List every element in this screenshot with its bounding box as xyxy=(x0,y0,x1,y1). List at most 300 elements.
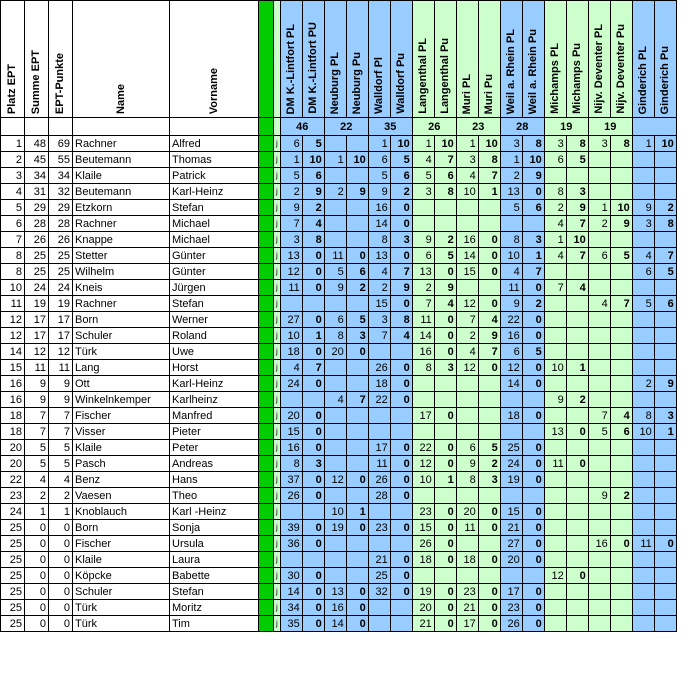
cell-points[interactable] xyxy=(654,328,676,344)
cell-points[interactable]: 8 xyxy=(302,232,324,248)
cell-placement[interactable]: 12 xyxy=(544,568,566,584)
cell-placement[interactable]: 4 xyxy=(456,168,478,184)
cell-points[interactable]: 0 xyxy=(522,280,544,296)
cell-vorname[interactable]: Moritz xyxy=(170,600,259,616)
cell-points[interactable]: 6 xyxy=(390,168,412,184)
cell-placement[interactable]: 21 xyxy=(500,520,522,536)
cell-placement[interactable] xyxy=(544,520,566,536)
cell-points[interactable]: 0 xyxy=(522,376,544,392)
cell-placement[interactable]: 1 xyxy=(324,152,346,168)
cell-placement[interactable]: 14 xyxy=(456,248,478,264)
cell-placement[interactable] xyxy=(456,488,478,504)
cell-points[interactable] xyxy=(478,392,500,408)
cell-points[interactable] xyxy=(346,216,368,232)
cell-summe[interactable]: 48 xyxy=(25,136,49,152)
cell-platz[interactable]: 12 xyxy=(1,328,25,344)
cell-points[interactable]: 0 xyxy=(522,536,544,552)
cell-placement[interactable] xyxy=(588,568,610,584)
cell-points[interactable] xyxy=(654,232,676,248)
cell-placement[interactable]: 17 xyxy=(412,408,434,424)
cell-points[interactable] xyxy=(654,472,676,488)
cell-points[interactable]: 0 xyxy=(522,584,544,600)
cell-points[interactable] xyxy=(610,344,632,360)
cell-placement[interactable] xyxy=(324,408,346,424)
cell-points[interactable] xyxy=(390,504,412,520)
cell-points[interactable]: 0 xyxy=(302,440,324,456)
cell-points[interactable]: 0 xyxy=(346,248,368,264)
cell-placement[interactable]: 3 xyxy=(500,136,522,152)
cell-points[interactable]: 4 xyxy=(478,312,500,328)
cell-placement[interactable]: 20 xyxy=(456,504,478,520)
cell-points[interactable]: 0 xyxy=(478,232,500,248)
cell-placement[interactable]: 8 xyxy=(280,456,302,472)
cell-points[interactable] xyxy=(522,568,544,584)
cell-placement[interactable]: 16 xyxy=(280,440,302,456)
cell-placement[interactable]: 21 xyxy=(456,600,478,616)
cell-points[interactable] xyxy=(346,200,368,216)
cell-points[interactable]: 0 xyxy=(434,264,456,280)
cell-points[interactable]: 4 xyxy=(302,216,324,232)
cell-points[interactable] xyxy=(654,616,676,632)
cell-summe[interactable]: 0 xyxy=(25,568,49,584)
cell-points[interactable] xyxy=(478,216,500,232)
cell-points[interactable]: 3 xyxy=(302,456,324,472)
cell-placement[interactable] xyxy=(632,616,654,632)
cell-placement[interactable] xyxy=(588,440,610,456)
cell-points[interactable] xyxy=(566,376,588,392)
cell-placement[interactable]: 1 xyxy=(412,136,434,152)
cell-points[interactable]: 0 xyxy=(302,520,324,536)
cell-points[interactable]: 8 xyxy=(566,136,588,152)
cell-points[interactable]: 0 xyxy=(478,584,500,600)
cell-placement[interactable] xyxy=(324,568,346,584)
cell-placement[interactable]: 26 xyxy=(280,488,302,504)
col-header-event-2-pu[interactable]: Walldorf Pu xyxy=(390,1,412,118)
cell-platz[interactable]: 7 xyxy=(1,232,25,248)
cell-placement[interactable]: 10 xyxy=(280,328,302,344)
cell-points[interactable] xyxy=(566,344,588,360)
cell-points[interactable] xyxy=(346,536,368,552)
cell-placement[interactable]: 5 xyxy=(368,168,390,184)
cell-points[interactable] xyxy=(610,376,632,392)
cell-placement[interactable] xyxy=(588,328,610,344)
cell-points[interactable] xyxy=(566,408,588,424)
cell-placement[interactable] xyxy=(588,232,610,248)
cell-points[interactable]: 6 xyxy=(610,424,632,440)
cell-name[interactable]: Kneis xyxy=(73,280,170,296)
col-header-event-7-pu[interactable]: Nijv. Deventer Pu xyxy=(610,1,632,118)
cell-points[interactable]: 0 xyxy=(522,552,544,568)
cell-punkte[interactable]: 11 xyxy=(49,360,73,376)
cell-points[interactable]: 8 xyxy=(478,152,500,168)
cell-placement[interactable]: 12 xyxy=(280,264,302,280)
cell-points[interactable]: 7 xyxy=(610,296,632,312)
cell-points[interactable]: 0 xyxy=(434,600,456,616)
cell-platz[interactable]: 16 xyxy=(1,392,25,408)
cell-placement[interactable] xyxy=(588,184,610,200)
cell-punkte[interactable]: 1 xyxy=(49,504,73,520)
cell-placement[interactable] xyxy=(588,520,610,536)
cell-points[interactable]: 0 xyxy=(522,328,544,344)
col-header-event-3-pl[interactable]: Langenthal PL xyxy=(412,1,434,118)
cell-placement[interactable]: 2 xyxy=(280,184,302,200)
col-header-event-2-pl[interactable]: Walldorf Pl xyxy=(368,1,390,118)
cell-placement[interactable]: 25 xyxy=(500,440,522,456)
cell-points[interactable]: 0 xyxy=(566,568,588,584)
cell-name[interactable]: Fischer xyxy=(73,536,170,552)
cell-placement[interactable]: 7 xyxy=(544,280,566,296)
cell-vorname[interactable]: Stefan xyxy=(170,584,259,600)
cell-points[interactable] xyxy=(522,424,544,440)
cell-punkte[interactable]: 25 xyxy=(49,264,73,280)
cell-placement[interactable]: 4 xyxy=(324,392,346,408)
cell-points[interactable] xyxy=(302,392,324,408)
cell-placement[interactable]: 18 xyxy=(500,408,522,424)
cell-points[interactable] xyxy=(610,584,632,600)
cell-placement[interactable] xyxy=(412,488,434,504)
cell-points[interactable] xyxy=(610,520,632,536)
cell-points[interactable]: 10 xyxy=(434,136,456,152)
cell-platz[interactable]: 25 xyxy=(1,536,25,552)
cell-platz[interactable]: 6 xyxy=(1,216,25,232)
cell-points[interactable]: 0 xyxy=(522,440,544,456)
cell-punkte[interactable]: 19 xyxy=(49,296,73,312)
cell-placement[interactable]: 4 xyxy=(412,152,434,168)
cell-points[interactable] xyxy=(478,408,500,424)
cell-punkte[interactable]: 0 xyxy=(49,536,73,552)
cell-placement[interactable]: 13 xyxy=(412,264,434,280)
cell-summe[interactable]: 0 xyxy=(25,552,49,568)
cell-points[interactable] xyxy=(610,152,632,168)
cell-points[interactable]: 7 xyxy=(346,392,368,408)
cell-placement[interactable]: 1 xyxy=(456,136,478,152)
cell-placement[interactable]: 1 xyxy=(588,200,610,216)
cell-placement[interactable] xyxy=(632,168,654,184)
cell-points[interactable]: 0 xyxy=(390,360,412,376)
cell-placement[interactable] xyxy=(588,456,610,472)
cell-punkte[interactable]: 7 xyxy=(49,424,73,440)
cell-placement[interactable]: 27 xyxy=(500,536,522,552)
cell-placement[interactable]: 7 xyxy=(456,312,478,328)
cell-points[interactable] xyxy=(478,488,500,504)
cell-placement[interactable] xyxy=(588,616,610,632)
cell-placement[interactable] xyxy=(588,600,610,616)
cell-punkte[interactable]: 25 xyxy=(49,248,73,264)
col-header-event-1-pu[interactable]: Neuburg Pu xyxy=(346,1,368,118)
cell-placement[interactable]: 37 xyxy=(280,472,302,488)
cell-placement[interactable]: 22 xyxy=(412,440,434,456)
cell-points[interactable] xyxy=(478,200,500,216)
cell-points[interactable]: 0 xyxy=(434,536,456,552)
cell-points[interactable]: 0 xyxy=(302,488,324,504)
cell-points[interactable] xyxy=(654,392,676,408)
cell-points[interactable] xyxy=(610,600,632,616)
cell-points[interactable]: 0 xyxy=(478,504,500,520)
cell-points[interactable]: 0 xyxy=(610,536,632,552)
cell-vorname[interactable]: Thomas xyxy=(170,152,259,168)
cell-platz[interactable]: 15 xyxy=(1,360,25,376)
cell-placement[interactable] xyxy=(588,360,610,376)
cell-placement[interactable]: 27 xyxy=(280,312,302,328)
cell-placement[interactable]: 11 xyxy=(544,456,566,472)
cell-placement[interactable]: 1 xyxy=(632,136,654,152)
cell-placement[interactable] xyxy=(632,344,654,360)
cell-punkte[interactable]: 29 xyxy=(49,200,73,216)
cell-vorname[interactable]: Karl -Heinz xyxy=(170,504,259,520)
cell-placement[interactable]: 24 xyxy=(280,376,302,392)
cell-points[interactable]: 7 xyxy=(390,264,412,280)
cell-placement[interactable]: 16 xyxy=(588,536,610,552)
cell-platz[interactable]: 25 xyxy=(1,584,25,600)
cell-points[interactable]: 0 xyxy=(390,216,412,232)
cell-summe[interactable]: 4 xyxy=(25,472,49,488)
cell-points[interactable]: 8 xyxy=(522,136,544,152)
cell-points[interactable] xyxy=(522,216,544,232)
cell-points[interactable]: 6 xyxy=(522,200,544,216)
cell-placement[interactable] xyxy=(632,600,654,616)
cell-placement[interactable] xyxy=(412,424,434,440)
cell-placement[interactable]: 11 xyxy=(412,312,434,328)
cell-points[interactable]: 2 xyxy=(346,280,368,296)
cell-placement[interactable] xyxy=(632,328,654,344)
cell-punkte[interactable]: 28 xyxy=(49,216,73,232)
cell-placement[interactable]: 8 xyxy=(412,360,434,376)
cell-placement[interactable]: 15 xyxy=(412,520,434,536)
cell-points[interactable]: 0 xyxy=(566,424,588,440)
cell-points[interactable] xyxy=(566,168,588,184)
cell-points[interactable]: 0 xyxy=(390,392,412,408)
cell-placement[interactable]: 26 xyxy=(412,536,434,552)
cell-points[interactable] xyxy=(566,584,588,600)
cell-punkte[interactable]: 55 xyxy=(49,152,73,168)
cell-points[interactable]: 9 xyxy=(390,280,412,296)
cell-name[interactable]: Türk xyxy=(73,600,170,616)
cell-summe[interactable]: 5 xyxy=(25,440,49,456)
col-header-event-6-pu[interactable]: Michamps Pu xyxy=(566,1,588,118)
cell-placement[interactable]: 4 xyxy=(456,344,478,360)
cell-placement[interactable] xyxy=(324,216,346,232)
cell-points[interactable] xyxy=(478,536,500,552)
cell-points[interactable] xyxy=(566,488,588,504)
cell-placement[interactable]: 19 xyxy=(324,520,346,536)
cell-platz[interactable]: 8 xyxy=(1,248,25,264)
cell-placement[interactable]: 13 xyxy=(324,584,346,600)
cell-placement[interactable]: 14 xyxy=(412,328,434,344)
cell-placement[interactable] xyxy=(544,328,566,344)
cell-points[interactable] xyxy=(566,264,588,280)
cell-points[interactable] xyxy=(346,552,368,568)
cell-platz[interactable]: 20 xyxy=(1,440,25,456)
cell-points[interactable]: 8 xyxy=(654,216,676,232)
cell-vorname[interactable]: Peter xyxy=(170,440,259,456)
cell-points[interactable] xyxy=(610,312,632,328)
cell-placement[interactable] xyxy=(324,232,346,248)
cell-points[interactable]: 7 xyxy=(478,168,500,184)
cell-points[interactable]: 0 xyxy=(522,456,544,472)
cell-placement[interactable] xyxy=(324,376,346,392)
cell-points[interactable] xyxy=(346,232,368,248)
cell-placement[interactable] xyxy=(324,456,346,472)
cell-placement[interactable]: 4 xyxy=(588,296,610,312)
cell-points[interactable] xyxy=(390,424,412,440)
cell-points[interactable]: 7 xyxy=(566,216,588,232)
cell-placement[interactable]: 23 xyxy=(456,584,478,600)
cell-placement[interactable] xyxy=(324,296,346,312)
cell-placement[interactable]: 6 xyxy=(500,344,522,360)
cell-points[interactable]: 0 xyxy=(346,520,368,536)
cell-placement[interactable]: 2 xyxy=(632,376,654,392)
cell-points[interactable]: 9 xyxy=(302,184,324,200)
cell-points[interactable] xyxy=(478,424,500,440)
cell-placement[interactable]: 16 xyxy=(456,232,478,248)
cell-name[interactable]: Born xyxy=(73,312,170,328)
cell-points[interactable]: 0 xyxy=(302,472,324,488)
cell-placement[interactable]: 1 xyxy=(368,136,390,152)
cell-summe[interactable]: 19 xyxy=(25,296,49,312)
cell-placement[interactable]: 18 xyxy=(412,552,434,568)
cell-vorname[interactable]: Andreas xyxy=(170,456,259,472)
cell-name[interactable]: Wilhelm xyxy=(73,264,170,280)
cell-points[interactable]: 0 xyxy=(522,504,544,520)
cell-points[interactable]: 7 xyxy=(302,360,324,376)
cell-points[interactable]: 0 xyxy=(434,408,456,424)
cell-points[interactable] xyxy=(610,232,632,248)
cell-placement[interactable] xyxy=(324,536,346,552)
cell-platz[interactable]: 22 xyxy=(1,472,25,488)
cell-points[interactable]: 0 xyxy=(302,344,324,360)
cell-placement[interactable]: 7 xyxy=(368,328,390,344)
cell-points[interactable]: 0 xyxy=(478,296,500,312)
cell-placement[interactable] xyxy=(544,552,566,568)
cell-punkte[interactable]: 17 xyxy=(49,328,73,344)
cell-placement[interactable]: 13 xyxy=(368,248,390,264)
cell-points[interactable]: 8 xyxy=(434,184,456,200)
cell-platz[interactable]: 1 xyxy=(1,136,25,152)
cell-points[interactable] xyxy=(566,600,588,616)
cell-placement[interactable]: 39 xyxy=(280,520,302,536)
cell-points[interactable] xyxy=(654,280,676,296)
cell-summe[interactable]: 7 xyxy=(25,424,49,440)
cell-placement[interactable] xyxy=(324,552,346,568)
cell-placement[interactable] xyxy=(632,472,654,488)
cell-placement[interactable] xyxy=(456,280,478,296)
cell-punkte[interactable]: 0 xyxy=(49,600,73,616)
cell-placement[interactable]: 2 xyxy=(588,216,610,232)
cell-vorname[interactable]: Theo xyxy=(170,488,259,504)
cell-points[interactable] xyxy=(654,168,676,184)
cell-points[interactable] xyxy=(566,472,588,488)
cell-points[interactable]: 10 xyxy=(390,136,412,152)
cell-points[interactable]: 10 xyxy=(346,152,368,168)
cell-placement[interactable] xyxy=(368,344,390,360)
cell-placement[interactable] xyxy=(544,344,566,360)
cell-points[interactable] xyxy=(346,440,368,456)
cell-points[interactable]: 7 xyxy=(434,152,456,168)
cell-points[interactable]: 0 xyxy=(478,360,500,376)
cell-placement[interactable] xyxy=(588,472,610,488)
cell-summe[interactable]: 31 xyxy=(25,184,49,200)
cell-points[interactable]: 0 xyxy=(390,552,412,568)
cell-points[interactable] xyxy=(346,136,368,152)
cell-points[interactable] xyxy=(390,616,412,632)
cell-placement[interactable]: 9 xyxy=(368,184,390,200)
cell-placement[interactable] xyxy=(544,168,566,184)
cell-points[interactable]: 0 xyxy=(522,312,544,328)
cell-placement[interactable]: 23 xyxy=(412,504,434,520)
cell-placement[interactable] xyxy=(588,280,610,296)
cell-points[interactable]: 0 xyxy=(478,248,500,264)
cell-points[interactable] xyxy=(346,360,368,376)
cell-placement[interactable] xyxy=(588,152,610,168)
cell-punkte[interactable]: 7 xyxy=(49,408,73,424)
cell-points[interactable]: 3 xyxy=(566,184,588,200)
cell-platz[interactable]: 20 xyxy=(1,456,25,472)
cell-vorname[interactable]: Laura xyxy=(170,552,259,568)
cell-placement[interactable]: 5 xyxy=(500,200,522,216)
cell-placement[interactable]: 12 xyxy=(456,296,478,312)
cell-placement[interactable]: 16 xyxy=(368,200,390,216)
cell-placement[interactable] xyxy=(456,376,478,392)
cell-vorname[interactable]: Alfred xyxy=(170,136,259,152)
cell-points[interactable] xyxy=(566,312,588,328)
cell-points[interactable]: 3 xyxy=(390,232,412,248)
cell-placement[interactable]: 4 xyxy=(544,248,566,264)
cell-summe[interactable]: 9 xyxy=(25,376,49,392)
cell-points[interactable]: 0 xyxy=(434,584,456,600)
cell-points[interactable]: 9 xyxy=(522,168,544,184)
cell-placement[interactable]: 23 xyxy=(368,520,390,536)
cell-points[interactable] xyxy=(346,408,368,424)
cell-points[interactable] xyxy=(566,296,588,312)
cell-points[interactable]: 4 xyxy=(434,296,456,312)
cell-points[interactable] xyxy=(390,408,412,424)
cell-placement[interactable] xyxy=(588,584,610,600)
cell-placement[interactable]: 6 xyxy=(456,440,478,456)
cell-points[interactable] xyxy=(610,472,632,488)
col-header-event-4-pu[interactable]: Muri Pu xyxy=(478,1,500,118)
cell-points[interactable] xyxy=(434,488,456,504)
cell-placement[interactable] xyxy=(588,392,610,408)
cell-points[interactable]: 1 xyxy=(346,504,368,520)
cell-placement[interactable]: 4 xyxy=(368,264,390,280)
cell-placement[interactable] xyxy=(500,424,522,440)
cell-placement[interactable]: 5 xyxy=(632,296,654,312)
cell-name[interactable]: Knoblauch xyxy=(73,504,170,520)
cell-placement[interactable]: 10 xyxy=(324,504,346,520)
cell-points[interactable]: 5 xyxy=(478,440,500,456)
cell-placement[interactable]: 3 xyxy=(588,136,610,152)
cell-points[interactable]: 3 xyxy=(478,472,500,488)
cell-placement[interactable] xyxy=(456,200,478,216)
cell-name[interactable]: Stetter xyxy=(73,248,170,264)
cell-placement[interactable] xyxy=(544,264,566,280)
cell-placement[interactable] xyxy=(588,168,610,184)
col-header-event-1-pl[interactable]: Neuburg PL xyxy=(324,1,346,118)
cell-placement[interactable] xyxy=(544,600,566,616)
cell-placement[interactable] xyxy=(544,584,566,600)
cell-points[interactable]: 0 xyxy=(390,456,412,472)
cell-points[interactable] xyxy=(610,264,632,280)
cell-points[interactable]: 2 xyxy=(654,200,676,216)
cell-placement[interactable]: 15 xyxy=(456,264,478,280)
cell-placement[interactable] xyxy=(280,504,302,520)
cell-points[interactable]: 5 xyxy=(566,152,588,168)
cell-placement[interactable]: 2 xyxy=(368,280,390,296)
col-header-event-6-pl[interactable]: Michamps PL xyxy=(544,1,566,118)
cell-points[interactable] xyxy=(390,600,412,616)
cell-placement[interactable]: 8 xyxy=(632,408,654,424)
cell-placement[interactable] xyxy=(500,392,522,408)
